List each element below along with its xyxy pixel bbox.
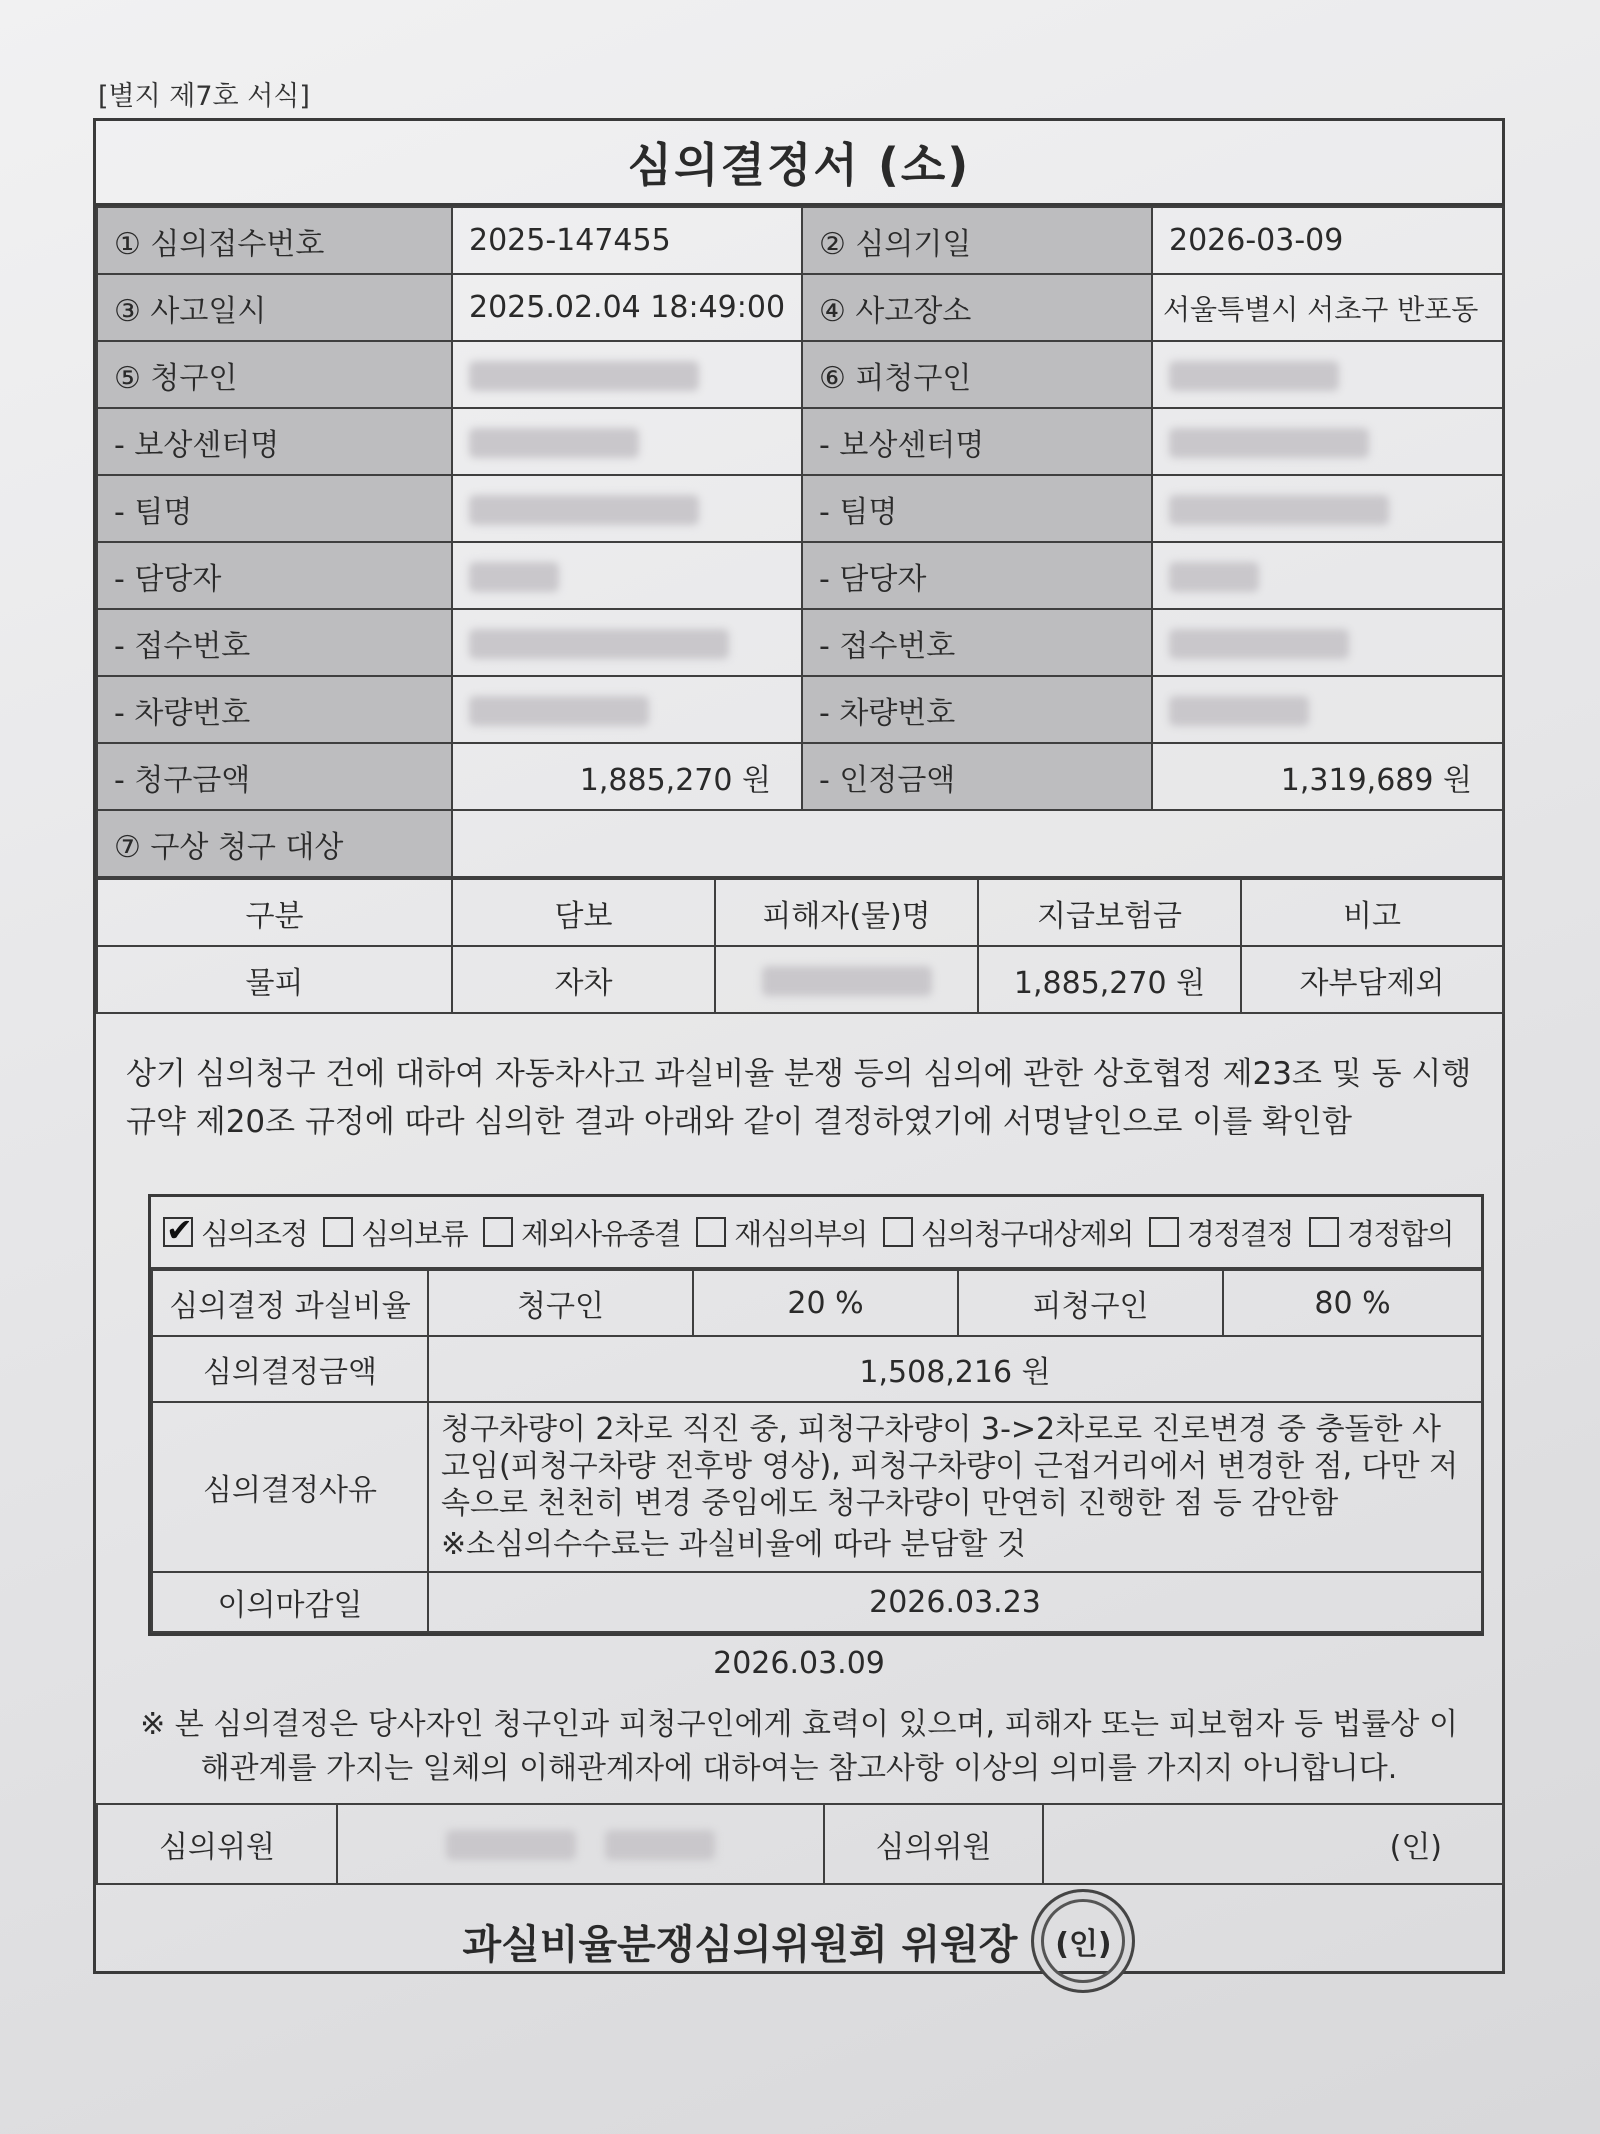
- option-rehearing[interactable]: 재심의부의: [696, 1212, 867, 1253]
- document-title: 심의결정서 (소): [96, 121, 1502, 206]
- receipt-no-value: 2025-147455: [452, 207, 802, 274]
- recourse-coverage: 자차: [452, 946, 715, 1013]
- recourse-header-type: 구분: [97, 879, 452, 946]
- decision-reason-text: 청구차량이 2차로 직진 중, 피청구차량이 3->2차로로 진로변경 중 충돌한 사고임(피청구차량 전후방 영상), 피청구차량이 근접거리에서 변경한 점, 다만 저속으로 천천히 변경 중임에도 청구차량이 만연히 진행한 점 등 감안함: [441, 1412, 1459, 1521]
- respondent-label: ⑥ 피청구인: [802, 341, 1152, 408]
- claimant-center-redacted: [452, 408, 802, 475]
- decision-reason-label: 심의결정사유: [152, 1402, 428, 1572]
- claimant-vehicle-label: - 차량번호: [97, 676, 452, 743]
- objection-deadline-value: 2026.03.23: [428, 1572, 1482, 1632]
- recourse-table: [96, 878, 1504, 1014]
- ratio-respondent-value: 80 %: [1223, 1270, 1482, 1336]
- claimant-vehicle-redacted: [452, 676, 802, 743]
- claimant-manager-label: - 담당자: [97, 542, 452, 609]
- member2-seal-mark: (인): [1043, 1804, 1503, 1884]
- decision-document: [93, 118, 1505, 1974]
- recourse-blank: [452, 810, 1503, 877]
- accident-time-label: ③ 사고일시: [97, 274, 452, 341]
- issue-date: 2026.03.09: [713, 1646, 885, 1681]
- checkbox-icon[interactable]: [483, 1217, 513, 1247]
- checkbox-icon[interactable]: [1309, 1217, 1339, 1247]
- option-corrected-decision[interactable]: 경정결정: [1149, 1212, 1293, 1253]
- recourse-payment: 1,885,270 원: [978, 946, 1241, 1013]
- fee-note: ※소심의수수료는 과실비율에 따라 분담할 것: [441, 1527, 1026, 1562]
- option-deferred[interactable]: 심의보류: [323, 1212, 467, 1253]
- claimant-label: ⑤ 청구인: [97, 341, 452, 408]
- claimant-team-redacted: [452, 475, 802, 542]
- claim-amount-value: 1,885,270 원: [452, 743, 802, 810]
- recourse-header-victim: 피해자(물)명: [715, 879, 978, 946]
- accident-time-value: 2025.02.04 18:49:00: [452, 274, 802, 341]
- approved-amount-label: - 인정금액: [802, 743, 1152, 810]
- recourse-victim-redacted: [715, 946, 978, 1013]
- recourse-header-coverage: 담보: [452, 879, 715, 946]
- option-excluded-closed[interactable]: 제외사유종결: [483, 1212, 680, 1253]
- respondent-center-redacted: [1152, 408, 1503, 475]
- checkbox-icon[interactable]: [1149, 1217, 1179, 1247]
- confirmation-notice: 상기 심의청구 건에 대하여 자동차사고 과실비율 분쟁 등의 심의에 관한 상호협정 제23조 및 동 시행규약 제20조 규정에 따라 심의한 결과 아래와 같이 결정하였기에 서명날인으로 이를 확인함: [126, 1056, 1472, 1140]
- respondent-team-label: - 팀명: [802, 475, 1152, 542]
- form-number: [별지 제7호 서식]: [98, 81, 310, 112]
- approved-amount-value: 1,319,689 원: [1152, 743, 1503, 810]
- case-info-table: [96, 206, 1504, 878]
- claim-amount-label: - 청구금액: [97, 743, 452, 810]
- official-seal: (인): [1031, 1889, 1135, 1993]
- legal-footnote: ※ 본 심의결정은 당사자인 청구인과 피청구인에게 효력이 있으며, 피해자 또는 피보험자 등 법률상 이해관계를 가지는 일체의 이해관계자에 대하여는 참고사항 이상의 의미를 가지지 아니합니다.: [140, 1707, 1458, 1786]
- decision-reason: [428, 1402, 1482, 1572]
- claimant-case-no-redacted: [452, 609, 802, 676]
- decision-amount-value: 1,508,216 원: [428, 1336, 1482, 1402]
- claimant-manager-redacted: [452, 542, 802, 609]
- claimant-redacted: [452, 341, 802, 408]
- committee-members-table: [96, 1803, 1504, 1885]
- chairperson-title: 과실비율분쟁심의위원회 위원장: [462, 1921, 1018, 1968]
- option-not-eligible[interactable]: 심의청구대상제외: [883, 1212, 1133, 1253]
- accident-place-value: 서울특별시 서초구 반포동: [1152, 274, 1503, 341]
- recourse-label: ⑦ 구상 청구 대상: [97, 810, 452, 877]
- respondent-manager-label: - 담당자: [802, 542, 1152, 609]
- recourse-remark: 자부담제외: [1241, 946, 1503, 1013]
- respondent-center-label: - 보상센터명: [802, 408, 1152, 475]
- ratio-respondent-label: 피청구인: [958, 1270, 1223, 1336]
- respondent-case-no-redacted: [1152, 609, 1503, 676]
- respondent-team-redacted: [1152, 475, 1503, 542]
- respondent-manager-redacted: [1152, 542, 1503, 609]
- member1-signature-redacted: [337, 1804, 824, 1884]
- accident-place-label: ④ 사고장소: [802, 274, 1152, 341]
- checkbox-checked-icon[interactable]: [163, 1217, 193, 1247]
- hearing-date-label: ② 심의기일: [802, 207, 1152, 274]
- recourse-header-remark: 비고: [1241, 879, 1503, 946]
- option-mediation[interactable]: ✔ 심의조정: [163, 1212, 307, 1253]
- claimant-team-label: - 팀명: [97, 475, 452, 542]
- decision-amount-label: 심의결정금액: [152, 1336, 428, 1402]
- respondent-vehicle-label: - 차량번호: [802, 676, 1152, 743]
- receipt-no-label: ① 심의접수번호: [97, 207, 452, 274]
- ratio-claimant-value: 20 %: [693, 1270, 958, 1336]
- respondent-vehicle-redacted: [1152, 676, 1503, 743]
- decision-options: [151, 1197, 1481, 1269]
- chairperson-signature: [96, 1885, 1502, 1997]
- objection-deadline-label: 이의마감일: [152, 1572, 428, 1632]
- checkbox-icon[interactable]: [883, 1217, 913, 1247]
- claimant-case-no-label: - 접수번호: [97, 609, 452, 676]
- ratio-label: 심의결정 과실비율: [152, 1270, 428, 1336]
- member1-label: 심의위원: [97, 1804, 337, 1884]
- recourse-type: 물피: [97, 946, 452, 1013]
- ratio-claimant-label: 청구인: [428, 1270, 693, 1336]
- recourse-header-payment: 지급보험금: [978, 879, 1241, 946]
- decision-table: [151, 1269, 1483, 1633]
- hearing-date-value: 2026-03-09: [1152, 207, 1503, 274]
- claimant-center-label: - 보상센터명: [97, 408, 452, 475]
- checkbox-icon[interactable]: [696, 1217, 726, 1247]
- checkbox-icon[interactable]: [323, 1217, 353, 1247]
- respondent-redacted: [1152, 341, 1503, 408]
- respondent-case-no-label: - 접수번호: [802, 609, 1152, 676]
- member2-label: 심의위원: [824, 1804, 1043, 1884]
- decision-box: [148, 1194, 1484, 1636]
- option-corrected-agreement[interactable]: 경정합의: [1309, 1212, 1453, 1253]
